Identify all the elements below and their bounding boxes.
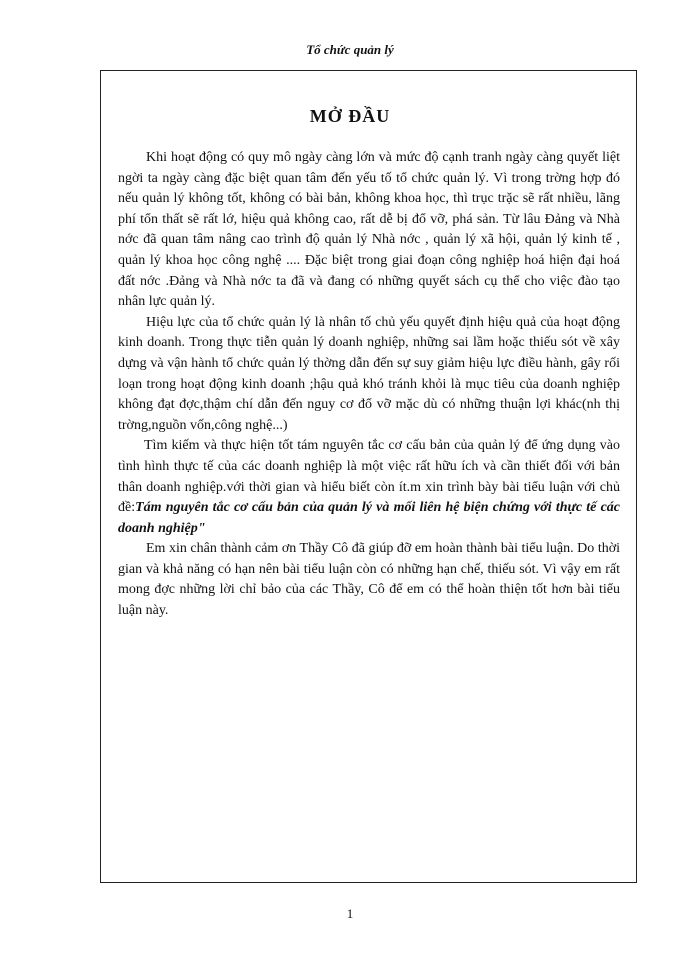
paragraph-3-text: Tìm kiếm và thực hiện tốt tám nguyên tắc cơ cấu bản của quản lý để ứng dụng vào tình hình thực tế của các doanh nghiệp là một việc rất hữu ích và cần thiết đối với bản thân doanh nghiệp.với thời gian và hiểu biết còn ít.m xin trình bày bài tiểu luận với chủ đề: (118, 438, 620, 516)
essay-topic: Tám nguyên tắc cơ cấu bản của quản lý và mối liên hệ biện chứng với thực tế các doanh nghiệp" (118, 500, 620, 536)
paragraph-3 (118, 436, 620, 539)
running-header: Tổ chức quản lý (306, 42, 394, 57)
section-title: MỞ ĐẦU (309, 106, 391, 126)
body-text (118, 148, 620, 622)
page-number: 1 (346, 906, 354, 921)
paragraph-1: Khi hoạt động có quy mô ngày càng lớn và mức độ cạnh tranh ngày càng quyết liệt ngời ta ngày càng đặc biệt quan tâm đến yếu tố tổ chức quản lý. Vì trong trờng hợp đó nếu quản lý không tốt, không có bài bản, không khoa học, thì trục trặc sẽ rất nhiều, lãng phí tổn thất sẽ rất lớ, hiệu quả không cao, rất dễ bị đổ vỡ, phá sản. Từ lâu Đảng và Nhà nớc đã quan tâm nâng cao trình độ quản lý Nhà nớc , quản lý xã hội, quản lý kinh tế , quản lý khoa học công nghệ .... Đặc biệt trong giai đoạn công nghiệp hoá hiện đại hoá đất nớc .Đảng và Nhà nớc ta đã và đang có những quyết sách cụ thể cho việc đào tạo nhân lực quản lý. (118, 150, 620, 310)
paragraph-2: Hiệu lực của tổ chức quản lý là nhân tố chủ yếu quyết định hiệu quả của hoạt động kinh doanh. Trong thực tiễn quản lý doanh nghiệp, những sai lầm hoặc thiếu sót về xây dựng và vận hành tổ chức quản lý thờng dẫn đến sự suy giảm hiệu lực điều hành, gây rối loạn trong hoạt động kinh doanh ;hậu quả khó tránh khỏi là mục tiêu của doanh nghiệp không đạt đợc,thậm chí dẫn đến nguy cơ đổ vỡ mặc dù có những thuận lợi khác(nh thị trờng,nguồn vốn,công nghệ...) (118, 314, 620, 433)
paragraph-4: Em xin chân thành cảm ơn Thầy Cô đã giúp đỡ em hoàn thành bài tiểu luận. Do thời gian và khả năng có hạn nên bài tiểu luận còn có những hạn chế, thiếu sót. Vì vậy em rất mong đợc những lời chỉ bảo của các Thầy, Cô để em có thể hoàn thiện tốt hơn bài tiểu luận này. (118, 541, 620, 619)
